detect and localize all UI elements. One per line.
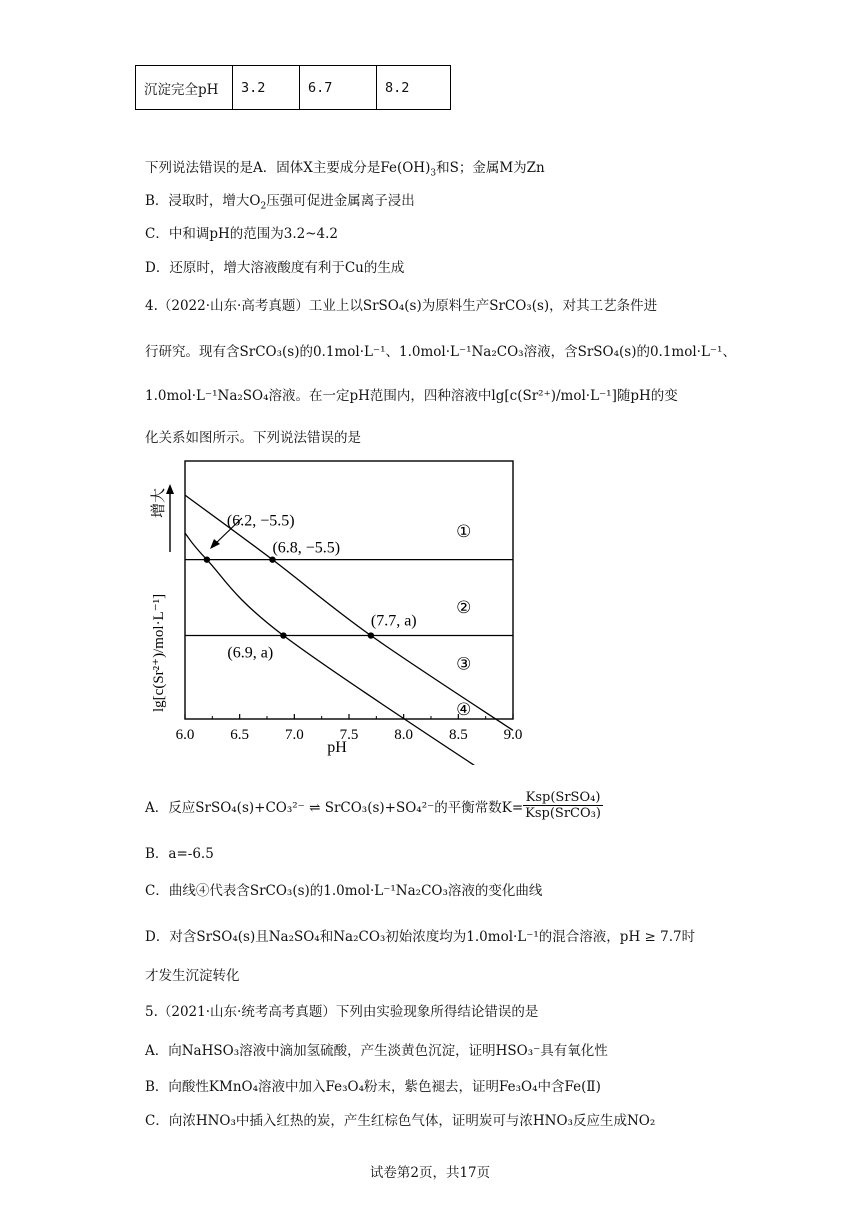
q3-stem-option-a [145, 156, 545, 179]
data-point-label: (6.9, a) [227, 644, 274, 662]
q4-stem-line-3: 1.0mol·L⁻¹Na₂SO₄溶液。在一定pH范围内，四种溶液中lg[c(Sr²⁺)/mol·L⁻¹]随pH的变 [145, 388, 678, 404]
table-row [136, 66, 451, 110]
series-label-2: ② [456, 597, 472, 617]
data-point [269, 556, 275, 562]
plot-frame [185, 461, 513, 719]
points-layer [204, 513, 417, 662]
table-cell: 3.2 [233, 66, 300, 110]
q5-stem: 5.（2021·山东·统考高考真题）下列由实验现象所得结论错误的是 [145, 1004, 539, 1020]
fraction-denominator: Ksp(SrCO₃) [525, 806, 601, 821]
precipitation-table [135, 65, 451, 110]
data-point [204, 556, 210, 562]
q3-option-d: D．还原时，增大溶液酸度有利于Cu的生成 [145, 260, 405, 276]
q3-stem-a-sub: 3 [430, 168, 437, 179]
q4-option-c: C．曲线④代表含SrCO₃(s)的1.0mol·L⁻¹Na₂CO₃溶液的变化曲线 [145, 883, 543, 899]
q4-stem-line-4: 化关系如图所示。下列说法错误的是 [145, 430, 361, 446]
y-arrow-head [166, 484, 174, 494]
table-cell: 6.7 [300, 66, 377, 110]
series-label-4: ④ [456, 700, 472, 720]
series-label-3: ③ [456, 654, 472, 674]
y-axis-label: lg[c(Sr²⁺)/mol·L⁻¹] [151, 593, 167, 712]
data-point-label: (6.8, −5.5) [272, 539, 341, 557]
equilibrium-fraction [523, 790, 603, 821]
q4-stem-line-1: 4.（2022·山东·高考真题）工业上以SrSO₄(s)为原料生产SrCO₃(s)，对其工艺条件进 [145, 298, 658, 314]
q4-option-a-text: A．反应SrSO₄(s)+CO₃²⁻ ⇌ SrCO₃(s)+SO₄²⁻的平衡常数K= [145, 799, 524, 816]
x-tick-label: 6.5 [230, 727, 250, 743]
x-axis-label: pH [327, 739, 347, 756]
x-tick-label: 9.0 [503, 727, 523, 743]
y-arrow-label: 增大 [151, 487, 167, 518]
q5-option-c: C．向浓HNO₃中插入红热的炭，产生红棕色气体，证明炭可与浓HNO₃反应生成NO₂ [145, 1113, 656, 1129]
x-tick-label: 8.0 [394, 727, 414, 743]
q4-stem-line-2: 行研究。现有含SrCO₃(s)的0.1mol·L⁻¹、1.0mol·L⁻¹Na₂CO₃溶液，含SrSO₄(s)的0.1mol·L⁻¹、 [145, 344, 736, 360]
table-cell-label: 沉淀完全pH [136, 66, 233, 110]
sr-concentration-chart [130, 450, 550, 765]
data-point [280, 632, 286, 638]
q3-option-c: C．中和调pH的范围为3.2~4.2 [145, 226, 338, 242]
series-label-1: ① [456, 521, 472, 541]
q3-stem-a: 下列说法错误的是A．固体X主要成分是Fe(OH) [145, 160, 431, 176]
data-point-label: (6.2, −5.5) [226, 512, 295, 530]
q4-option-b: B．a=-6.5 [145, 846, 214, 862]
q4-option-d: D．对含SrSO₄(s)且Na₂SO₄和Na₂CO₃初始浓度均为1.0mol·L⁻¹的混合溶液，pH ≥ 7.7时 [145, 929, 696, 945]
q3-option-b-text: B．浸取时，增大O [145, 193, 261, 209]
q3-option-b [145, 189, 415, 212]
table-cell: 8.2 [377, 66, 451, 110]
q4-option-d-continued: 才发生沉淀转化 [145, 968, 240, 984]
q3-stem-a-rest: 和S；金属M为Zn [436, 160, 545, 176]
x-tick-label: 6.0 [175, 727, 195, 743]
q3-option-b-sub: 2 [260, 201, 267, 212]
q4-option-a [145, 790, 603, 821]
fraction-numerator: Ksp(SrSO₄) [523, 790, 603, 806]
data-point [368, 632, 374, 638]
x-tick-label: 7.0 [284, 727, 304, 743]
q5-option-b: B．向酸性KMnO₄溶液中加入Fe₃O₄粉末，紫色褪去，证明Fe₃O₄中含Fe(Ⅱ) [145, 1079, 601, 1095]
data-point-label: (7.7, a) [370, 612, 417, 630]
series-layer [185, 495, 513, 765]
page-footer: 试卷第2页，共17页 [369, 1165, 491, 1181]
x-tick-label: 7.5 [339, 727, 359, 743]
x-tick-label: 8.5 [448, 727, 468, 743]
q3-option-b-rest: 压强可促进金属离子浸出 [266, 193, 415, 209]
q5-option-a: A．向NaHSO₃溶液中滴加氢硫酸，产生淡黄色沉淀，证明HSO₃⁻具有氧化性 [145, 1043, 608, 1059]
